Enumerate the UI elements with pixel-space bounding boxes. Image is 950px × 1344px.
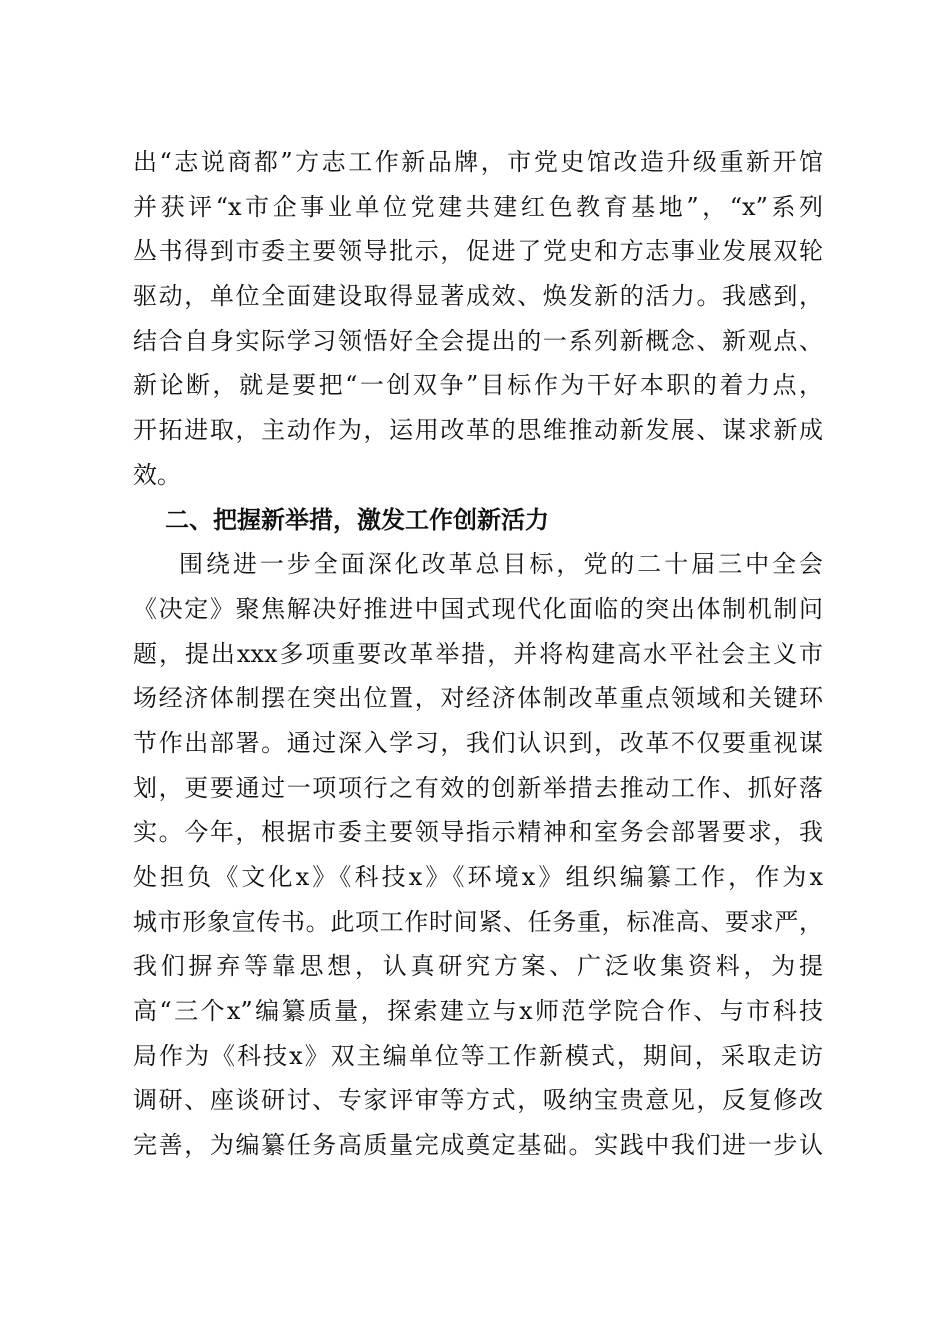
paragraph-line: 完善，为编纂任务高质量完成奠定基础。实践中我们进一步认 — [133, 1131, 823, 1160]
paragraph-line: 丛书得到市委主要领导批示，促进了党史和方志事业发展双轮 — [133, 237, 823, 266]
paragraph-line: 驱动，单位全面建设取得显著成效、焕发新的活力。我感到， — [133, 282, 823, 311]
paragraph-line: 出“志说商都”方志工作新品牌，市党史馆改造升级重新开馆 — [133, 148, 823, 176]
paragraph-line: 处担负《文化x》《科技x》《环境x》组织编纂工作，作为x — [133, 863, 823, 891]
section-heading: 二、把握新举措，激发工作创新活力 — [165, 505, 549, 534]
paragraph-line: 划，更要通过一项项行之有效的创新举措去推动工作、抓好落 — [133, 773, 823, 802]
paragraph-line: 实。今年，根据市委主要领导指示精神和室务会部署要求，我 — [133, 818, 823, 847]
paragraph-line: 效。 — [133, 460, 181, 489]
paragraph-line: 城市形象宣传书。此项工作时间紧、任务重，标准高、要求严， — [133, 907, 823, 936]
paragraph-line: 新论断，就是要把“一创双争”目标作为干好本职的着力点， — [133, 371, 823, 400]
paragraph-line: 并获评“x市企事业单位党建共建红色教育基地”，“x”系列 — [133, 192, 823, 221]
paragraph-line: 节作出部署。通过深入学习，我们认识到，改革不仅要重视谋 — [133, 728, 823, 757]
paragraph-line: 场经济体制摆在突出位置，对经济体制改革重点领域和关键环 — [133, 684, 823, 713]
paragraph-line: 开拓进取，主动作为，运用改革的思维推动新发展、谋求新成 — [133, 416, 823, 445]
paragraph-line: 围绕进一步全面深化改革总目标，党的二十届三中全会 — [179, 550, 823, 579]
paragraph-line: 结合自身实际学习领悟好全会提出的一系列新概念、新观点、 — [133, 326, 823, 355]
paragraph-line: 局作为《科技x》双主编单位等工作新模式，期间，采取走访 — [133, 1041, 823, 1070]
paragraph-line: 高“三个x”编纂质量，探索建立与x师范学院合作、与市科技 — [133, 997, 823, 1026]
document-page — [133, 140, 823, 1168]
paragraph-line: 题，提出xxx多项重要改革举措，并将构建高水平社会主义市 — [133, 639, 823, 668]
paragraph-line: 我们摒弃等靠思想，认真研究方案、广泛收集资料，为提 — [133, 952, 823, 981]
paragraph-line: 调研、座谈研讨、专家评审等方式，吸纳宝贵意见，反复修改 — [133, 1086, 823, 1115]
paragraph-line: 《决定》聚焦解决好推进中国式现代化面临的突出体制机制问 — [133, 594, 823, 623]
